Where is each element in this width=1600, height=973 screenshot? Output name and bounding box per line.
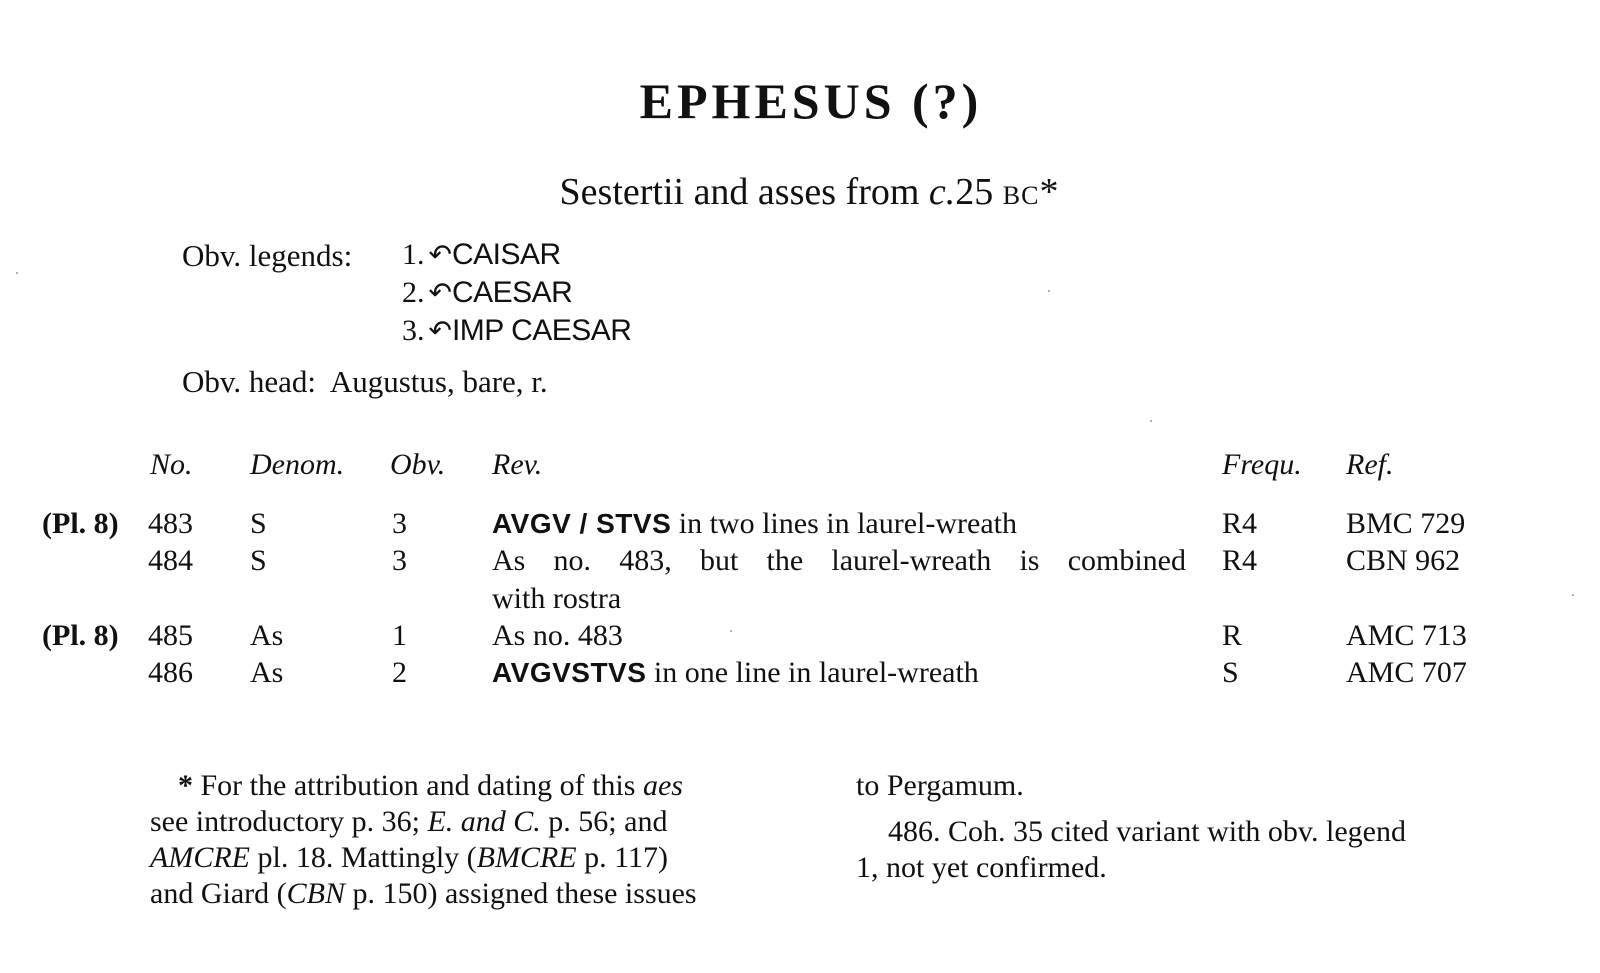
cell-frequ: R4	[1222, 507, 1258, 540]
footnote-italic: BMCRE	[476, 841, 577, 874]
obv-head-label: Obv. head:	[182, 364, 317, 399]
legend-text: IMP CAESAR	[451, 314, 632, 347]
footnote-text: p. 117)	[576, 841, 669, 874]
cell-denom: As	[250, 619, 284, 652]
header-rev: Rev.	[492, 448, 543, 481]
rev-description: in one line in laurel-wreath	[646, 656, 979, 689]
cell-rev: As no. 483	[492, 619, 623, 652]
cell-obv: 3	[392, 507, 407, 540]
scan-speck	[1048, 290, 1050, 292]
footnote-text: pl. 18. Mattingly (	[249, 841, 477, 874]
footnote-line	[150, 768, 697, 804]
legend-text: CAISAR	[451, 238, 561, 271]
subtitle-mark: *	[1039, 171, 1059, 213]
counterclockwise-arrow-icon: ↶	[428, 238, 452, 271]
rev-description: in two lines in laurel-wreath	[671, 507, 1017, 540]
subtitle-circa: c.	[928, 171, 956, 213]
footnote-left	[150, 768, 697, 912]
header-ref: Ref.	[1346, 448, 1394, 481]
legend-number: 1.	[402, 238, 425, 271]
footnote-right-line3: 1, not yet confirmed.	[856, 851, 1107, 884]
obv-head-text: Augustus, bare, r.	[329, 364, 548, 399]
cell-rev-line2: with rostra	[492, 582, 622, 615]
subtitle-era: BC	[1002, 181, 1040, 210]
legend-text: CAESAR	[451, 276, 573, 309]
legend-number: 2.	[402, 276, 425, 309]
cell-ref: BMC 729	[1346, 507, 1466, 540]
footnote-right-line2: 486. Coh. 35 cited variant with obv. legend	[888, 815, 1406, 848]
plate-reference: (Pl. 8)	[42, 619, 119, 652]
cell-denom: S	[250, 507, 267, 540]
cell-no: 486	[148, 656, 193, 689]
cell-denom: As	[250, 656, 284, 689]
cell-obv: 2	[392, 656, 407, 689]
page-title: EPHESUS (?)	[639, 73, 983, 129]
cell-ref: AMC 707	[1346, 656, 1467, 689]
cell-obv: 1	[392, 619, 407, 652]
rev-legend: AVGV / STVS	[492, 508, 672, 539]
cell-frequ: R	[1222, 619, 1243, 652]
cell-obv: 3	[392, 544, 407, 577]
cell-rev	[492, 507, 1017, 541]
footnote-line	[150, 804, 697, 840]
cell-denom: S	[250, 544, 267, 577]
scan-speck	[1150, 420, 1152, 422]
cell-ref: AMC 713	[1346, 619, 1467, 652]
scan-speck	[16, 272, 18, 274]
obv-legend-1	[402, 238, 561, 272]
cell-rev	[492, 656, 979, 690]
footnote-right-line1: to Pergamum.	[856, 769, 1024, 802]
footnote-italic: E. and C.	[427, 805, 541, 838]
footnote-text: see introductory p. 36;	[150, 805, 428, 838]
cell-ref: CBN 962	[1346, 544, 1461, 577]
footnote-star: *	[178, 769, 201, 802]
footnote-line	[150, 876, 697, 912]
cell-no: 485	[148, 619, 193, 652]
section-subtitle	[0, 170, 1600, 214]
header-no: No.	[150, 448, 193, 481]
footnote-line	[150, 840, 697, 876]
counterclockwise-arrow-icon: ↶	[428, 276, 452, 309]
cell-no: 483	[148, 507, 193, 540]
plate-reference: (Pl. 8)	[42, 507, 119, 540]
cell-no: 484	[148, 544, 193, 577]
legend-number: 3.	[402, 314, 425, 347]
subtitle-main: Sestertii and asses from	[559, 171, 929, 213]
header-obv: Obv.	[390, 448, 446, 481]
scan-speck	[730, 630, 732, 632]
cell-frequ: R4	[1222, 544, 1258, 577]
footnote-italic: aes	[642, 769, 683, 802]
footnote-text: p. 56; and	[540, 805, 668, 838]
cell-rev-line1: As no. 483, but the laurel-wreath is combined	[492, 544, 1186, 577]
header-frequ: Frequ.	[1222, 448, 1302, 481]
obv-legend-3	[402, 314, 631, 348]
subtitle-year: 25	[955, 171, 1003, 213]
cell-frequ: S	[1222, 656, 1239, 689]
footnote-italic: AMCRE	[150, 841, 250, 874]
footnote-text: For the attribution and dating of this	[200, 769, 643, 802]
obv-legends-label: Obv. legends:	[182, 238, 353, 273]
counterclockwise-arrow-icon: ↶	[428, 314, 452, 347]
scan-speck	[1572, 594, 1574, 596]
footnote-text: p. 150) assigned these issues	[344, 877, 697, 910]
header-denom: Denom.	[250, 448, 345, 481]
footnote-text: and Giard (	[150, 877, 287, 910]
rev-legend: AVGVSTVS	[492, 657, 647, 688]
obv-legend-2	[402, 276, 572, 310]
obv-head-line	[182, 364, 548, 400]
footnote-italic: CBN	[286, 877, 345, 910]
